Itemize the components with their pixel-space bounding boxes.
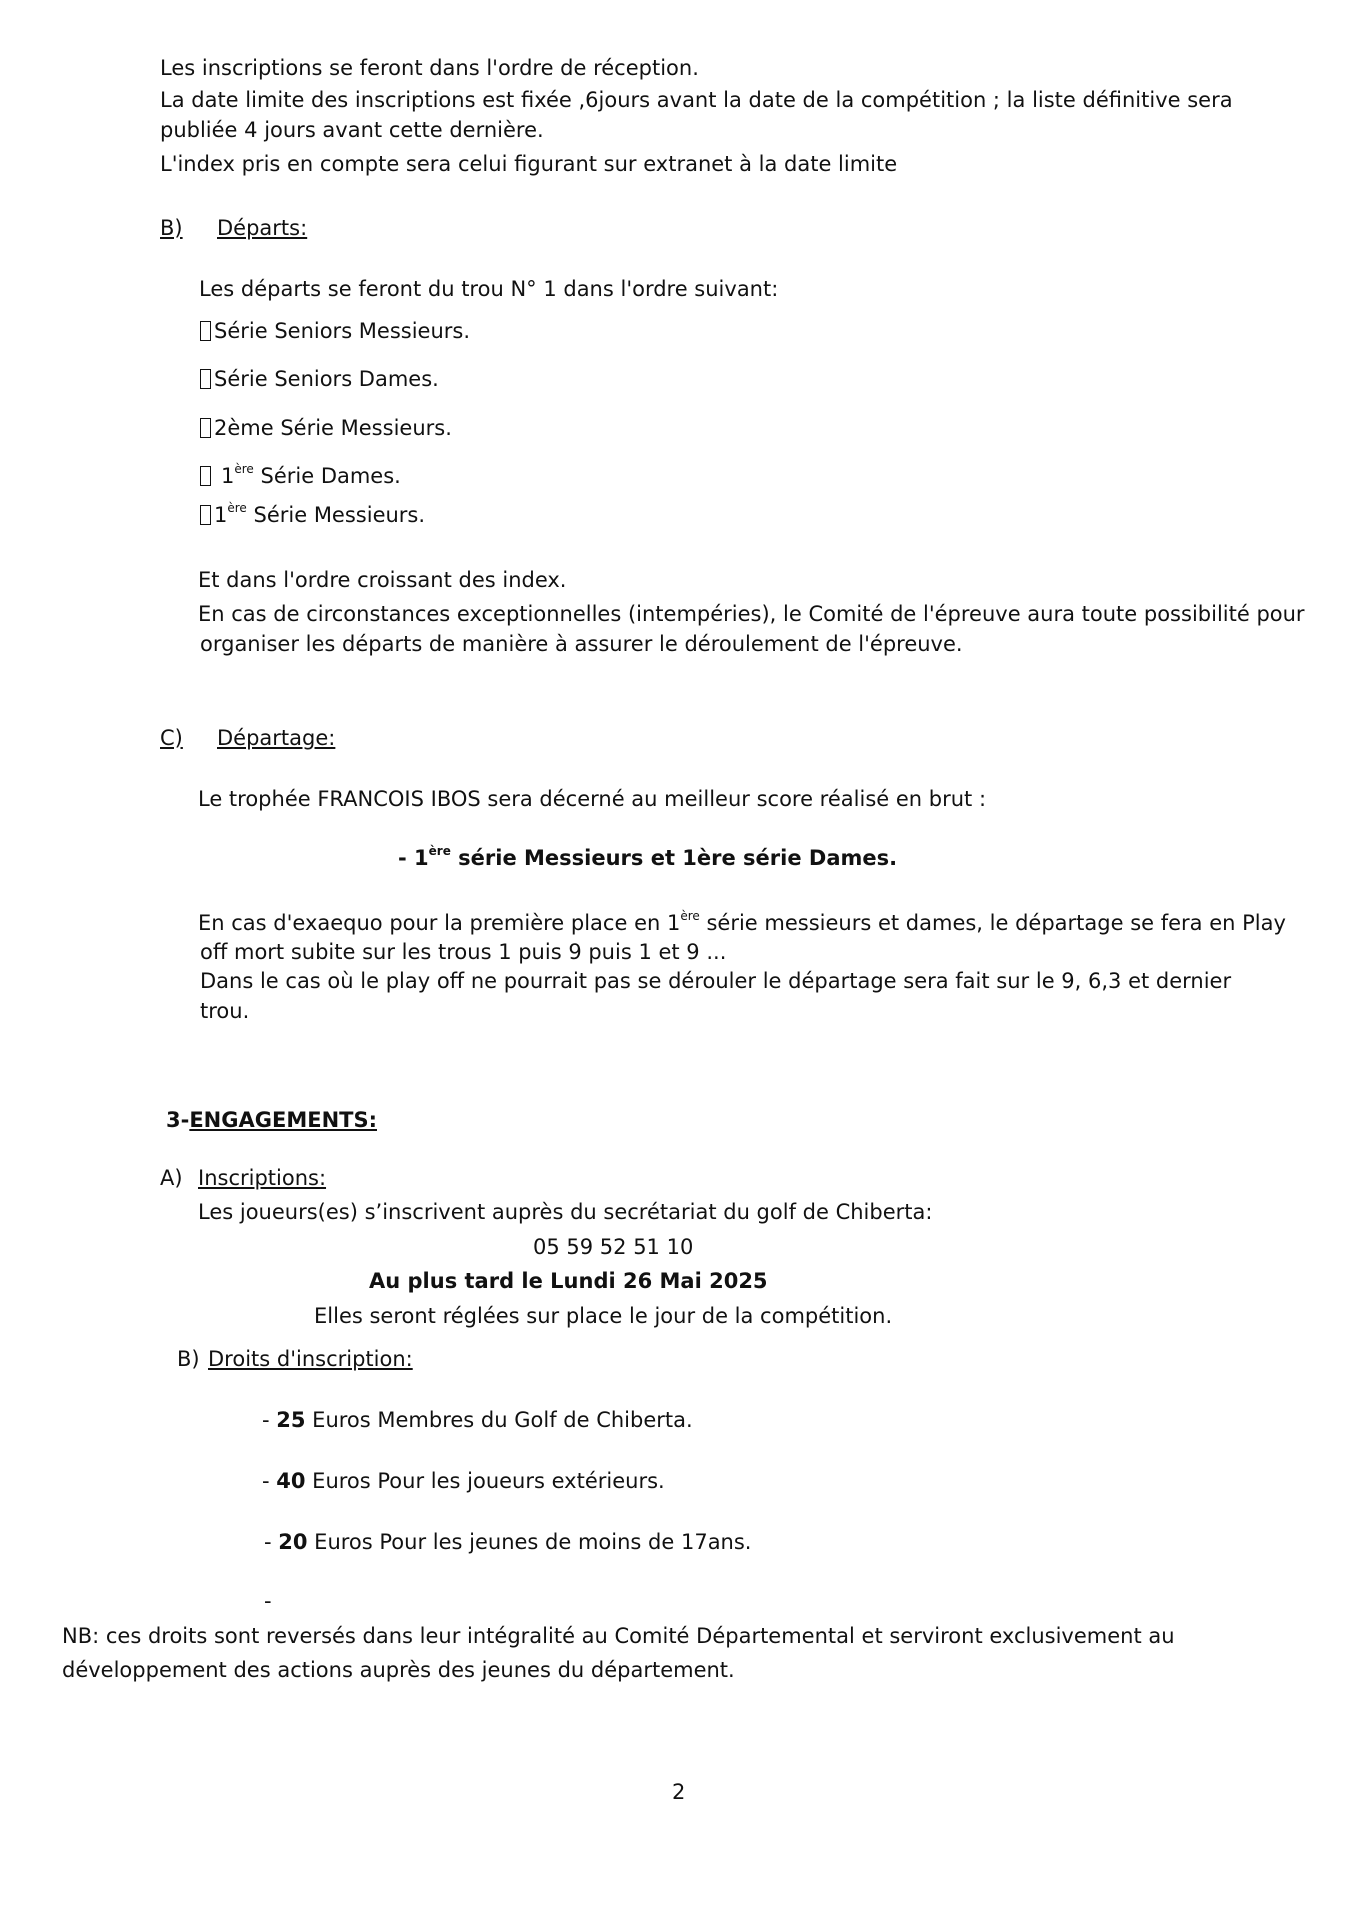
checkbox-icon: [200, 369, 211, 389]
checkbox-icon: [200, 321, 211, 341]
departs-exceptional-b: organiser les départs de manière à assurer le déroulement de l'épreuve.: [200, 632, 963, 656]
departs-item-3: [200, 413, 452, 443]
checkbox-icon: [200, 466, 211, 486]
departage-heading: Départage:: [217, 726, 336, 750]
departs-item-1-label: Série Seniors Messieurs.: [214, 319, 471, 343]
engagements-heading: [166, 1105, 377, 1135]
departage-category: [398, 843, 897, 873]
fee-item-3-amount: 20: [278, 1530, 308, 1554]
departage-para-2b: trou.: [200, 999, 250, 1023]
fee-item-3-dash: -: [264, 1530, 279, 1554]
departage-category-label: série Messieurs et 1ère série Dames.: [458, 846, 898, 870]
fee-item-4-dash: -: [264, 1589, 272, 1613]
departage-letter: C): [160, 726, 183, 750]
departs-item-4-num: 1: [221, 464, 235, 488]
deadline: Au plus tard le Lundi 26 Mai 2025: [369, 1269, 768, 1293]
departs-item-1: [200, 316, 470, 346]
nb-line-b: développement des actions auprès des jeunes du département.: [62, 1658, 735, 1682]
inscriptions-letter: A): [160, 1166, 183, 1190]
phone-number: 05 59 52 51 10: [533, 1235, 694, 1259]
departage-category-sup: ère: [428, 844, 451, 858]
departs-item-4-label: Série Dames.: [260, 464, 401, 488]
departs-item-5-num: 1: [214, 503, 228, 527]
departs-item-5-label: Série Messieurs.: [253, 503, 426, 527]
departs-letter: B): [160, 216, 183, 240]
departs-item-3-label: 2ème Série Messieurs.: [214, 416, 452, 440]
departage-lead: Le trophée FRANCOIS IBOS sera décerné au meilleur score réalisé en brut :: [198, 787, 987, 811]
departage-category-num: - 1: [398, 846, 429, 870]
departs-item-4-sup: ère: [234, 462, 254, 476]
departs-heading: Départs:: [217, 216, 308, 240]
fee-item-1-dash: -: [262, 1408, 277, 1432]
inscriptions-heading: Inscriptions:: [198, 1166, 327, 1190]
departage-para-1a-sup: ère: [680, 909, 700, 923]
departs-item-5: [200, 500, 425, 530]
fee-item-1-amount: 25: [276, 1408, 306, 1432]
departs-item-2-label: Série Seniors Dames.: [214, 367, 439, 391]
checkbox-icon: [200, 418, 211, 438]
fee-item-3-label: Euros Pour les jeunes de moins de 17ans.: [307, 1530, 752, 1554]
departage-para-2a: Dans le cas où le play off ne pourrait pas se dérouler le départage sera fait sur le 9, 6,3 et dernier: [200, 969, 1232, 993]
departage-para-1a-text: En cas d'exaequo pour la première place en 1: [198, 911, 681, 935]
departs-item-5-sup: ère: [227, 501, 247, 515]
inscriptions-line: Les joueurs(es) s’inscrivent auprès du secrétariat du golf de Chiberta:: [198, 1200, 933, 1224]
fee-item-2: [262, 1466, 665, 1496]
departs-exceptional-a: En cas de circonstances exceptionnelles (intempéries), le Comité de l'épreuve aura toute possibilité pour: [198, 602, 1305, 626]
intro-line-1: Les inscriptions se feront dans l'ordre de réception.: [160, 56, 699, 80]
departs-item-4: [200, 461, 401, 491]
checkbox-icon: [200, 505, 211, 525]
fee-item-1: [262, 1405, 693, 1435]
departage-para-1a: [198, 908, 1286, 938]
fees-heading: Droits d'inscription:: [208, 1347, 413, 1371]
departs-order: Et dans l'ordre croissant des index.: [198, 568, 567, 592]
fee-item-2-amount: 40: [276, 1469, 306, 1493]
page-number: 2: [672, 1780, 686, 1804]
fee-item-1-label: Euros Membres du Golf de Chiberta.: [305, 1408, 693, 1432]
intro-line-2a: La date limite des inscriptions est fixée ,6jours avant la date de la compétition ; la liste définitive sera: [160, 88, 1233, 112]
departs-item-2: [200, 364, 439, 394]
intro-line-3: L'index pris en compte sera celui figurant sur extranet à la date limite: [160, 152, 898, 176]
departs-lead: Les départs se feront du trou N° 1 dans l'ordre suivant:: [199, 277, 779, 301]
payment-note: Elles seront réglées sur place le jour de la compétition.: [314, 1304, 893, 1328]
fee-item-2-label: Euros Pour les joueurs extérieurs.: [305, 1469, 665, 1493]
intro-line-2b: publiée 4 jours avant cette dernière.: [160, 118, 544, 142]
departage-para-1b: off mort subite sur les trous 1 puis 9 puis 1 et 9 ...: [200, 940, 727, 964]
engagements-title: ENGAGEMENTS:: [189, 1108, 377, 1132]
departage-para-1a-rest: série messieurs et dames, le départage se fera en Play: [706, 911, 1286, 935]
engagements-num: 3-: [166, 1108, 190, 1132]
fees-letter: B): [177, 1347, 200, 1371]
fee-item-3: [264, 1527, 751, 1557]
fee-item-2-dash: -: [262, 1469, 277, 1493]
nb-line-a: NB: ces droits sont reversés dans leur intégralité au Comité Départemental et serviront exclusivement au: [62, 1624, 1175, 1648]
